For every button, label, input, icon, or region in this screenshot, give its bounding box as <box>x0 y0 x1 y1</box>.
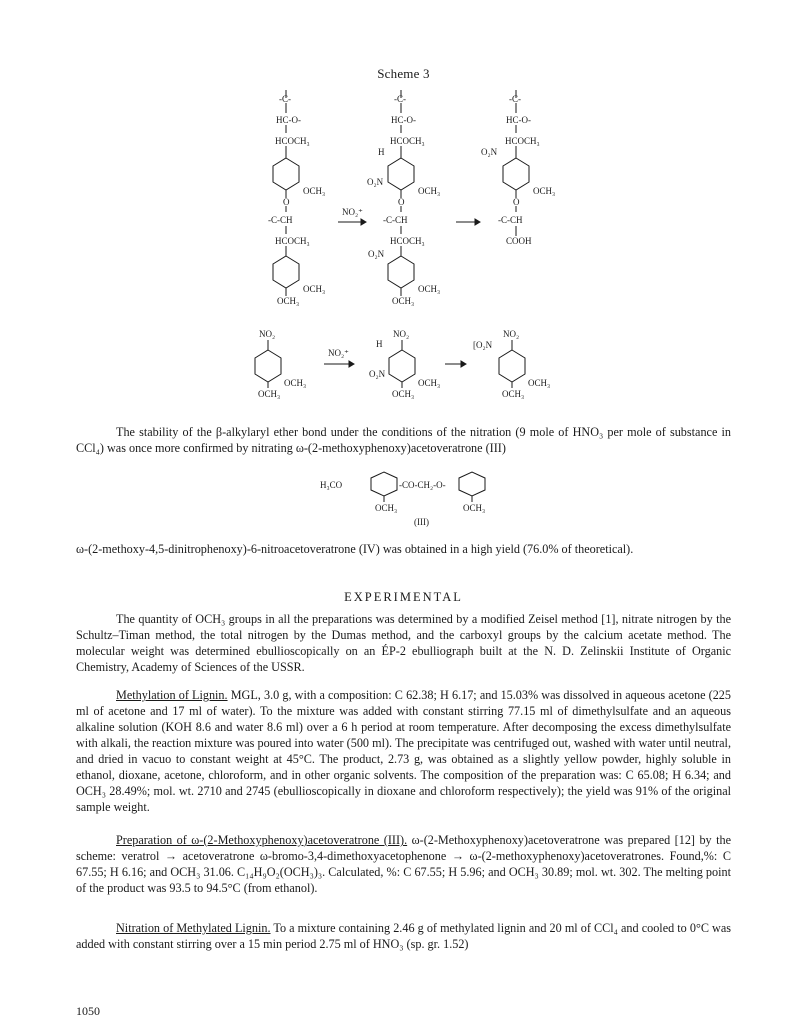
paragraph-nitration <box>76 920 731 952</box>
c2-o2n-b: O₂N <box>368 249 385 259</box>
b1-no2: NO₂ <box>259 329 276 339</box>
c1-hcoch3-b: HCOCH₃ <box>275 236 310 246</box>
c3-cooh: COOH <box>506 236 532 246</box>
c2-hc-o: HC-O- <box>391 115 416 125</box>
c1-c-ch: -C-CH <box>268 215 293 225</box>
b2-och3: OCH₃ <box>418 378 441 388</box>
c2-och3: OCH₃ <box>418 186 441 196</box>
paragraph-product-iv: ω-(2-methoxy-4,5-dinitrophenoxy)-6-nitroacetoveratrone (IV) was obtained in a high yield (76.0% of theoretical). <box>76 542 634 556</box>
c2-och3-c: OCH₃ <box>392 296 415 306</box>
c3-c-ch: -C-CH <box>498 215 523 225</box>
c3-hc-o: HC-O- <box>506 115 531 125</box>
iii-och3-a: OCH₃ <box>375 503 398 513</box>
nitronium-2: NO₂⁺ <box>328 348 349 358</box>
c1-c: -C- <box>279 94 291 104</box>
c2-och3-b: OCH₃ <box>418 284 441 294</box>
preparation-heading: Preparation of ω-(2-Methoxyphenoxy)acetoveratrone (III). <box>116 833 408 847</box>
paragraph-methods: The quantity of OCH₃ groups in all the preparations was determined by a modified Zeisel method [1], nitrate nitrogen by the Schultz–Timan method, the total nitrogen by the Dumas method, and the carboxyl groups by the calcium acetate method. The molecular weight was determined ebullioscopically on an ÉP-2 ebulliograph built at the N. D. Zelinskii Institute of Organic Chemistry, Academy of Sciences of the USSR. <box>76 612 731 674</box>
nitration-text: To a mixture containing 2.46 g of methylated lignin and 20 ml of CCl₄ and cooled to 0°C was added with constant stirring over a 15 min period 2.75 ml of HNO₃ (sp. gr. 1.52) <box>76 921 732 951</box>
c1-och3: OCH₃ <box>303 186 326 196</box>
c2-hcoch3: HCOCH₃ <box>390 136 425 146</box>
b1-och3: OCH₃ <box>284 378 307 388</box>
c1-hcoch3: HCOCH₃ <box>275 136 310 146</box>
c2-o: O <box>398 197 405 207</box>
c2-c: -C- <box>394 94 406 104</box>
b3-o2n: [O₂N <box>473 340 493 350</box>
b3-och3-b: OCH₃ <box>502 389 525 399</box>
paragraph-preparation-iii <box>76 832 731 896</box>
nitronium-1: NO₂⁺ <box>342 207 363 217</box>
b3-och3: OCH₃ <box>528 378 551 388</box>
b1-och3-b: OCH₃ <box>258 389 281 399</box>
paragraph-stability: The stability of the β-alkylaryl ether bond under the conditions of the nitration (9 mole of HNO₃ per mole of substance in CCl₄) was once more confirmed by nitrating ω-(2-methoxyphenoxy)acetoveratrone (III) <box>76 425 731 455</box>
c2-h: H <box>378 147 385 157</box>
c3-o: O <box>513 197 520 207</box>
iii-och3-b: OCH₃ <box>463 503 486 513</box>
b3-no2: NO₂ <box>503 329 520 339</box>
experimental-heading: EXPERIMENTAL <box>344 590 463 604</box>
c3-hcoch3: HCOCH₃ <box>505 136 540 146</box>
c3-o2n: O₂N <box>481 147 498 157</box>
c2-c-ch: -C-CH <box>383 215 408 225</box>
page-number: 1050 <box>76 1004 100 1018</box>
iii-label: (III) <box>414 517 429 527</box>
c1-och3-b: OCH₃ <box>303 284 326 294</box>
methylation-heading: Methylation of Lignin. <box>116 688 228 702</box>
b2-h: H <box>376 339 383 349</box>
b2-no2: NO₂ <box>393 329 410 339</box>
iii-h3co: H₃CO <box>320 480 343 490</box>
b2-o2n: O₂N <box>369 369 386 379</box>
c3-c: -C- <box>509 94 521 104</box>
preparation-text: ω-(2-Methoxyphenoxy)acetoveratrone was prepared [12] by the scheme: veratrol → acetoveratrone ω-bromo-3,4-dimethoxyacetophenone → ω-(2-methoxyphenoxy)acetoveratrones. Found,%: C 67.55; H 6.16; and OCH₃ 31.06. C₁₄H₉O₂(OCH₃)₃. Calculated, %: C 67.55; H 5.96; and OCH₃ 30.89; mol. wt. 302. The melting point of the product was 93.5 to 94.5°C (from ethanol). <box>76 833 731 895</box>
iii-chain: -CO-CH₂-O- <box>399 480 446 490</box>
c1-och3-c: OCH₃ <box>277 296 300 306</box>
nitration-heading: Nitration of Methylated Lignin. <box>116 921 271 935</box>
paragraph-methylation <box>76 687 731 815</box>
methylation-text: MGL, 3.0 g, with a composition: C 62.38; H 6.17; and 15.03% was dissolved in aqueous acetone (225 ml of acetone and 17 ml of water). To the mixture was added with constant stirring 77.15 ml of dimethylsulfate and an aqueous alkaline solution (KOH 8.6 and water 8.6 ml) over a 6 h period at room temperature. After decomposing the excess dimethylsulfate with alkali, the reaction mixture was poured into water (500 ml). The precipitate was centrifuged out, washed with water until neutral, and dried in vacuo to constant weight at 45°C. The product, 2.73 g, was obtained as a slightly yellow powder, highly soluble in ethanol, dioxane, acetone, chloroform, and in other organic solvents. The composition of the preparation was: C 65.08; H 6.34; and OCH₃ 28.49%; mol. wt. 2710 and 2745 (ebullioscopically in dioxane and chloroform respectively); the yield was 91% of the original sample weight. <box>76 688 731 814</box>
scheme-title: Scheme 3 <box>377 66 430 81</box>
c1-o: O <box>283 197 290 207</box>
b2-och3-b: OCH₃ <box>392 389 415 399</box>
c1-hc-o: HC-O- <box>276 115 301 125</box>
c3-och3: OCH₃ <box>533 186 556 196</box>
c2-o2n: O₂N <box>367 177 384 187</box>
c2-hcoch3-b: HCOCH₃ <box>390 236 425 246</box>
